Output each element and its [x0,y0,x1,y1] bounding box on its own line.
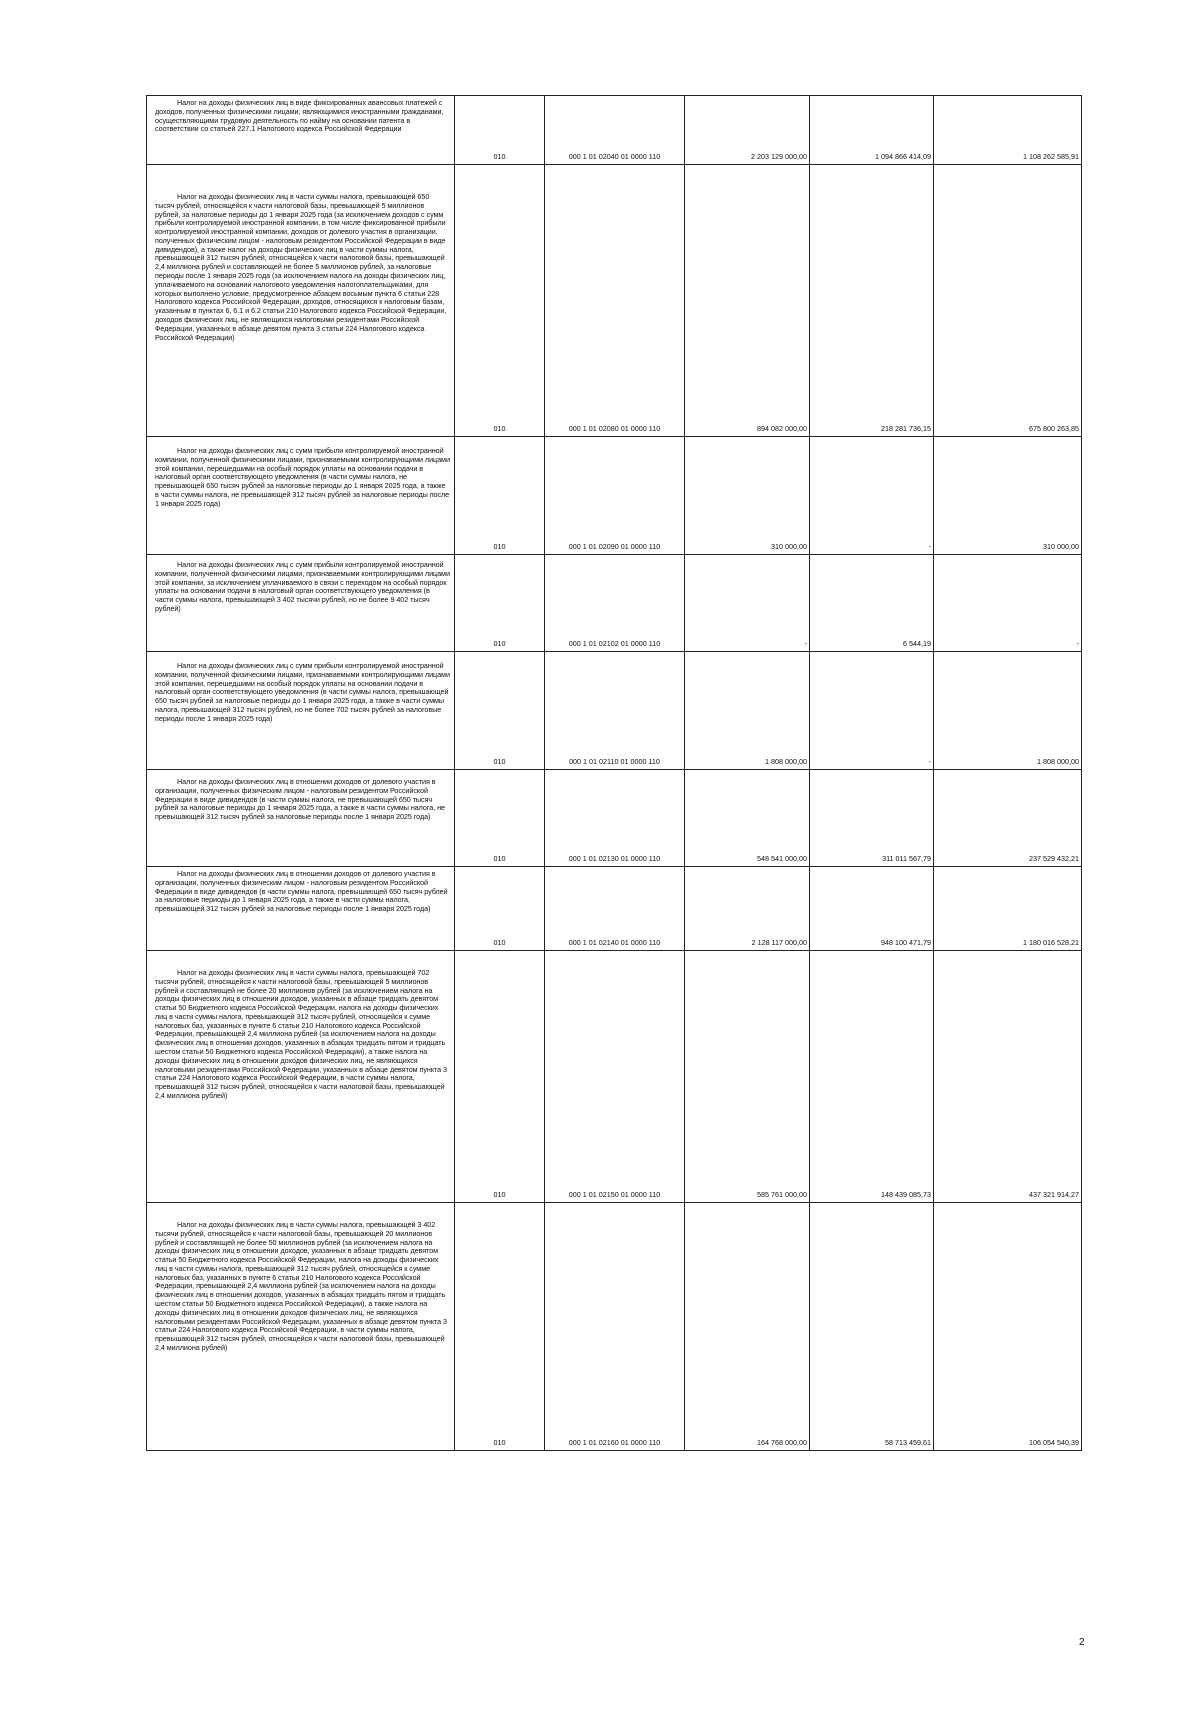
table-row [147,437,1082,555]
approved-amount: 2 128 117 000,00 [685,867,810,951]
unexecuted-amount: 237 529 432,21 [934,770,1082,867]
revenue-table [146,95,1082,1451]
approved-amount: 585 761 000,00 [685,951,810,1203]
executed-amount: 948 100 471,79 [810,867,934,951]
executed-amount: 218 281 736,15 [810,165,934,437]
income-description: Налог на доходы физических лиц в отношении доходов от долевого участия в организации, полученных физическим лицом - налоговым резидентом Российской Федерации в виде дивидендов (в части суммы налога, превышающей 650 тысяч рублей за налоговые периоды до 1 января 2025 года, а также в части суммы налога, превышающей 312 тысяч рублей за налоговые периоды после 1 января 2025 года) [147,867,455,951]
line-code: 010 [455,437,545,555]
approved-amount: 164 768 000,00 [685,1203,810,1451]
line-code: 010 [455,555,545,652]
income-description: Налог на доходы физических лиц с сумм прибыли контролируемой иностранной компании, полученной физическими лицами, признаваемыми контролирующими лицами этой компании, перешедшими на особый порядок уплаты на основании подачи в налоговый орган соответствующего уведомления (в части суммы налога, превышающей 650 тысяч рублей за налоговые периоды до 1 января 2025 года, а также в части суммы налога, превышающей 312 тысяч рублей, но не более 702 тысяч рублей за налоговые периоды после 1 января 2025 года) [147,652,455,770]
budget-classification-code: 000 1 01 02150 01 0000 110 [545,951,685,1203]
line-code: 010 [455,770,545,867]
approved-amount: - [685,555,810,652]
line-code: 010 [455,652,545,770]
executed-amount: 148 439 085,73 [810,951,934,1203]
executed-amount: - [810,652,934,770]
line-code: 010 [455,96,545,165]
executed-amount: 311 011 567,79 [810,770,934,867]
line-code: 010 [455,165,545,437]
unexecuted-amount: - [934,555,1082,652]
unexecuted-amount: 1 180 016 528,21 [934,867,1082,951]
table-row [147,770,1082,867]
budget-classification-code: 000 1 01 02160 01 0000 110 [545,1203,685,1451]
table-row [147,165,1082,437]
approved-amount: 548 541 000,00 [685,770,810,867]
unexecuted-amount: 1 108 262 585,91 [934,96,1082,165]
approved-amount: 310 000,00 [685,437,810,555]
unexecuted-amount: 437 321 914,27 [934,951,1082,1203]
unexecuted-amount: 106 054 540,39 [934,1203,1082,1451]
line-code: 010 [455,1203,545,1451]
budget-classification-code: 000 1 01 02140 01 0000 110 [545,867,685,951]
executed-amount: 58 713 459,61 [810,1203,934,1451]
income-description: Налог на доходы физических лиц в части суммы налога, превышающей 650 тысяч рублей, относящейся к части налоговой базы, превышающей 5 миллионов рублей, за налоговые периоды до 1 января 2025 года (за исключением доходов с сумм прибыли контролируемой иностранной компании, в том числе фиксированной прибыли контролируемой иностранной компании, доходов от долевого участия в организации, полученных физическим лицом - налоговым резидентом Российской Федерации в виде дивидендов), а также налог на доходы физических лиц в части суммы налога, превышающей 312 тысяч рублей, относящейся к части налоговой базы, превышающей 2,4 миллиона рублей и составляющей не более 5 миллионов рублей, за налоговые периоды после 1 января 2025 года (за исключением налога на доходы физических лиц, уплачиваемого на основании налогового уведомления налогоплательщиками, для которых выполнено условие, предусмотренное абзацем восьмым пункта 6 статьи 228 Налогового кодекса Российской Федерации, доходов, относящихся к налоговым базам, указанным в пунктах 6, 6.1 и 6.2 статьи 210 Налогового кодекса Российской Федерации, доходов физических лиц, не являющихся налоговыми резидентами Российской Федерации, указанных в абзаце девятом пункта 3 статьи 224 Налогового кодекса Российской Федерации) [147,165,455,437]
budget-classification-code: 000 1 01 02040 01 0000 110 [545,96,685,165]
income-description: Налог на доходы физических лиц с сумм прибыли контролируемой иностранной компании, полученной физическими лицами, признаваемыми контролирующими лицами этой компании, за исключением уплачиваемого в связи с переходом на особый порядок уплаты на основании подачи в налоговый орган соответствующего уведомления (в части суммы налога, превышающей 3 402 тысячи рублей, но не более 9 402 тысяч рублей) [147,555,455,652]
unexecuted-amount: 1 808 000,00 [934,652,1082,770]
budget-classification-code: 000 1 01 02130 01 0000 110 [545,770,685,867]
executed-amount: - [810,437,934,555]
executed-amount: 6 544,19 [810,555,934,652]
income-description: Налог на доходы физических лиц в части суммы налога, превышающей 702 тысячи рублей, относящейся к части налоговой базы, превышающей 5 миллионов рублей и составляющей не более 20 миллионов рублей (за исключением налога на доходы физических лиц в отношении доходов, указанных в абзаце тридцать девятом статьи 50 Бюджетного кодекса Российской Федерации, налога на доходы физических лиц в части суммы налога, превышающей 312 тысяч рублей, относящейся к сумме налоговых баз, указанных в пункте 6 статьи 210 Налогового кодекса Российской Федерации, превышающей 2,4 миллиона рублей (за исключением налога на доходы физических лиц в отношении доходов, указанных в абзацах тридцать пятом и тридцать шестом статьи 50 Бюджетного кодекса Российской Федерации), а также налога на доходы физических лиц в отношении доходов физических лиц, не являющихся налоговыми резидентами Российской Федерации, указанных в абзаце девятом пункта 3 статьи 224 Налогового кодекса Российской Федерации, в части суммы налога, превышающей 312 тысяч рублей, относящейся к части налоговой базы, превышающей 2,4 миллиона рублей) [147,951,455,1203]
budget-classification-code: 000 1 01 02110 01 0000 110 [545,652,685,770]
budget-classification-code: 000 1 01 02090 01 0000 110 [545,437,685,555]
income-description: Налог на доходы физических лиц в отношении доходов от долевого участия в организации, полученных физическим лицом - налоговым резидентом Российской Федерации в виде дивидендов (в части суммы налога, не превышающей 650 тысяч рублей за налоговые периоды до 1 января 2025 года, а также в части суммы налога, не превышающей 312 тысяч рублей за налоговые периоды после 1 января 2025 года) [147,770,455,867]
unexecuted-amount: 310 000,00 [934,437,1082,555]
table-row [147,867,1082,951]
income-description: Налог на доходы физических лиц в виде фиксированных авансовых платежей с доходов, полученных физическими лицами, являющимися иностранными гражданами, осуществляющими трудовую деятельность по найму на основании патента в соответствии со статьей 227.1 Налогового кодекса Российской Федерации [147,96,455,165]
page-number: 2 [1079,1637,1085,1648]
table-row [147,951,1082,1203]
line-code: 010 [455,867,545,951]
budget-classification-code: 000 1 01 02080 01 0000 110 [545,165,685,437]
unexecuted-amount: 675 800 263,85 [934,165,1082,437]
table-row [147,652,1082,770]
approved-amount: 1 808 000,00 [685,652,810,770]
approved-amount: 894 082 000,00 [685,165,810,437]
table-row [147,96,1082,165]
table-row [147,1203,1082,1451]
budget-classification-code: 000 1 01 02102 01 0000 110 [545,555,685,652]
income-description: Налог на доходы физических лиц с сумм прибыли контролируемой иностранной компании, полученной физическими лицами, признаваемыми контролирующими лицами этой компании, перешедшими на особый порядок уплаты на основании подачи в налоговый орган соответствующего уведомления (в части суммы налога, не превышающей 650 тысяч рублей за налоговые периоды до 1 января 2025 года, а также в части суммы налога, не превышающей 312 тысяч рублей за налоговые периоды после 1 января 2025 года) [147,437,455,555]
table-row [147,555,1082,652]
line-code: 010 [455,951,545,1203]
executed-amount: 1 094 866 414,09 [810,96,934,165]
income-description: Налог на доходы физических лиц в части суммы налога, превышающей 3 402 тысячи рублей, относящейся к части налоговой базы, превышающей 20 миллионов рублей и составляющей не более 50 миллионов рублей (за исключением налога на доходы физических лиц в отношении доходов, указанных в абзаце тридцать девятом статьи 50 Бюджетного кодекса Российской Федерации, налога на доходы физических лиц в части суммы налога, превышающей 312 тысяч рублей, относящейся к сумме налоговых баз, указанных в пункте 6 статьи 210 Налогового кодекса Российской Федерации, превышающей 2,4 миллиона рублей (за исключением налога на доходы физических лиц в отношении доходов, указанных в абзацах тридцать пятом и тридцать шестом статьи 50 Бюджетного кодекса Российской Федерации), а также налога на доходы физических лиц в отношении доходов физических лиц, не являющихся налоговыми резидентами Российской Федерации, указанных в абзаце девятом пункта 3 статьи 224 Налогового кодекса Российской Федерации, в части суммы налога, превышающей 312 тысяч рублей, относящейся к части налоговой базы, превышающей 2,4 миллиона рублей) [147,1203,455,1451]
approved-amount: 2 203 129 000,00 [685,96,810,165]
